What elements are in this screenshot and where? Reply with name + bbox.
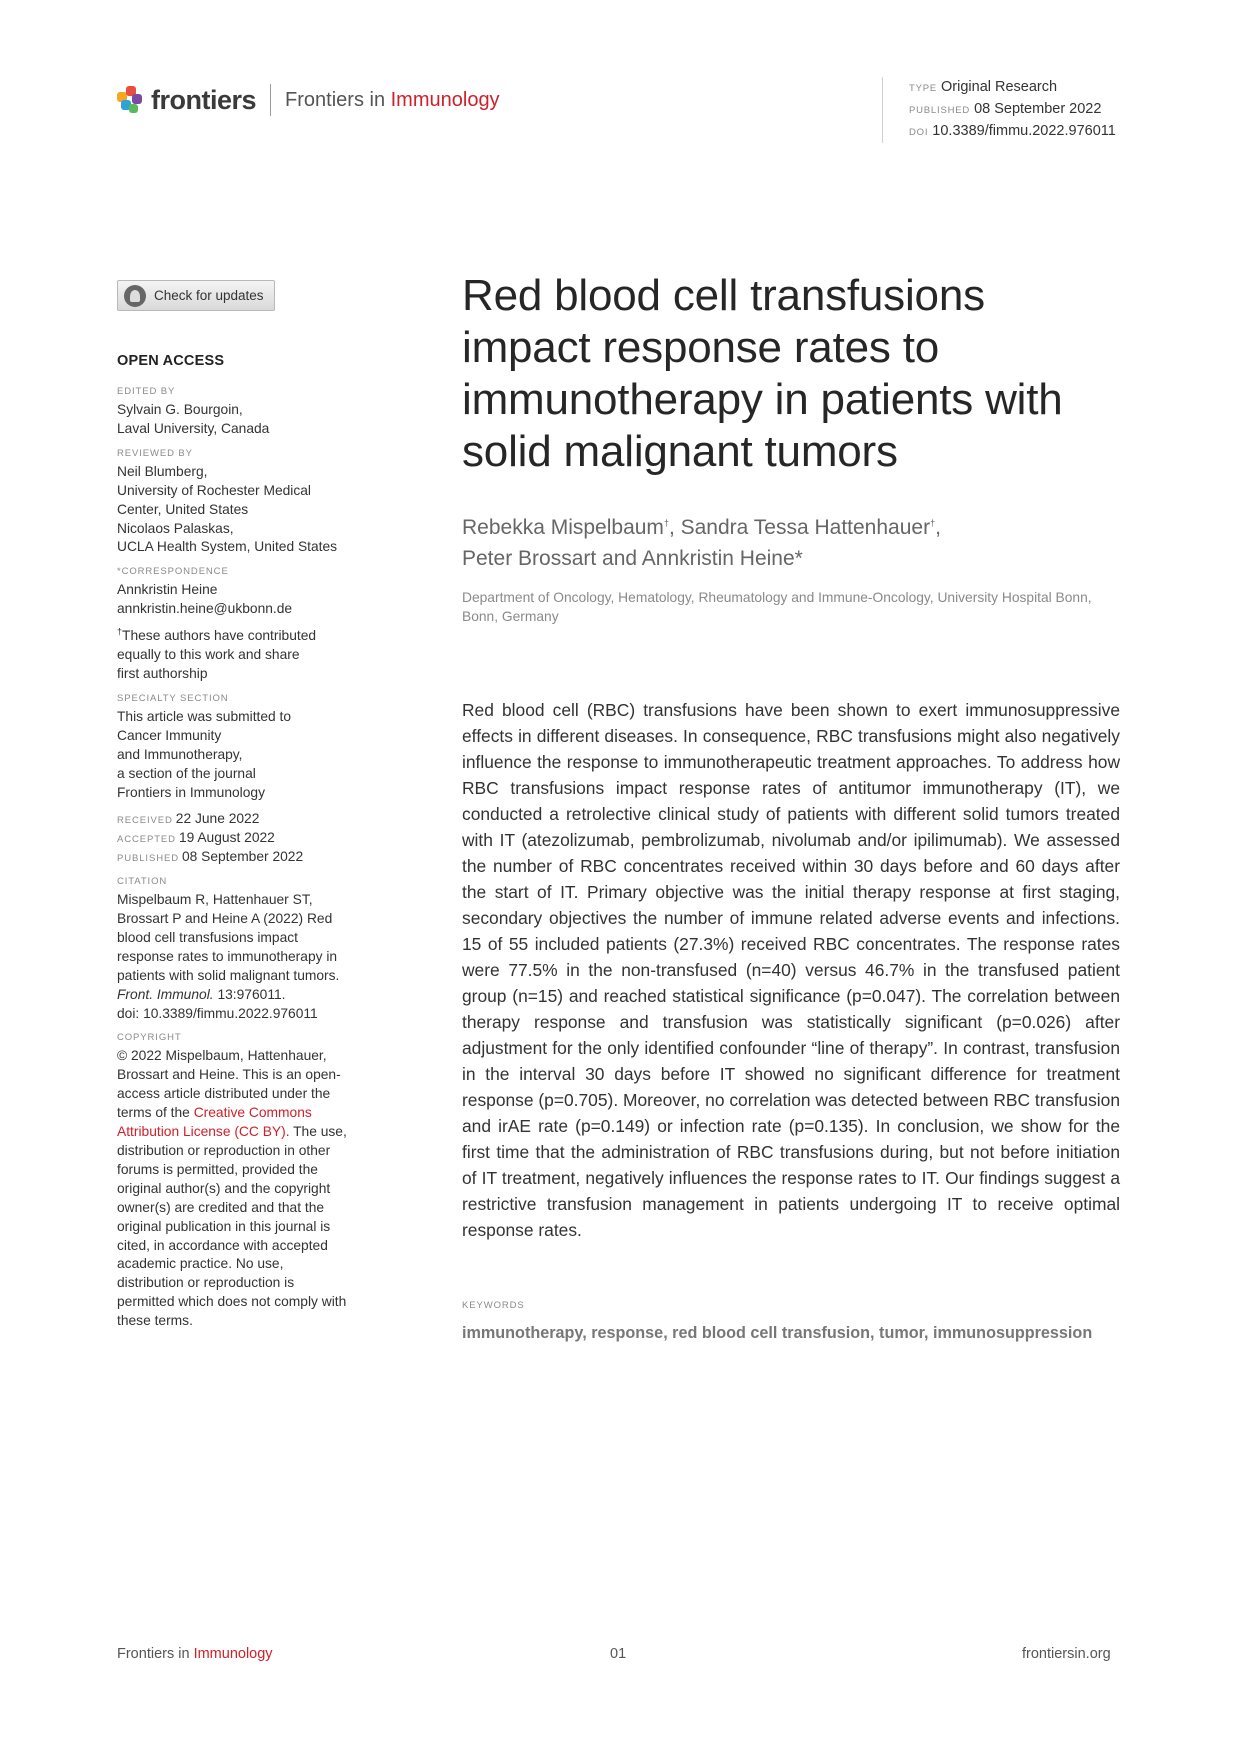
frontiers-logo-icon (117, 86, 143, 114)
brand-name: frontiers (151, 84, 257, 115)
check-for-updates-button[interactable]: Check for updates (117, 280, 275, 311)
citation-section: CITATION Mispelbaum R, Hattenhauer ST, Brossart P and Heine A (2022) Red blood cell transfusions impact response rates to immunotherapy in patients with solid malignant tumors. Front. Immunol. 13:976011. doi: 10.3389/fimmu.2022.976011 (117, 876, 340, 1021)
author-list: Rebekka Mispelbaum†, Sandra Tessa Hattenhauer†, Peter Brossart and Annkristin Heine* (462, 516, 941, 570)
logo-divider (270, 84, 271, 116)
contribution-note: †These authors have contributed equally to this work and share first authorship (117, 626, 317, 681)
author-name[interactable]: Sandra Tessa Hattenhauer (680, 516, 931, 539)
keywords-label: KEYWORDS (462, 1300, 525, 1311)
footer-site-link[interactable]: frontiersin.org (1022, 1646, 1111, 1662)
dates-section (117, 810, 387, 867)
reviewed-by-section: REVIEWED BY Neil Blumberg, University of Rochester Medical Center, United States Nicolaos Palaskas, UCLA Health System, United States (117, 447, 338, 555)
update-bookmark-icon (124, 285, 146, 307)
journal-logo (117, 84, 500, 116)
edited-by-section: EDITED BY Sylvain G. Bourgoin, Laval University, Canada (117, 386, 270, 436)
copyright-section: COPYRIGHT © 2022 Mispelbaum, Hattenhauer, Brossart and Heine. This is an open- access article distributed under the terms of the Creative Commons Attribution License (CC BY). The use, distribution or reproduction in other forums is permitted, provided the original author(s) and the copyright owner(s) are credited and that the original publication in this journal is cited, in accordance with accepted academic practice. No use, distribution or reproduction is permitted which does not comply with these terms. (117, 1032, 347, 1329)
specialty-section: SPECIALTY SECTION This article was submitted to Cancer Immunity and Immunotherapy, a section of the journal Frontiers in Immunology (117, 692, 292, 800)
published-date: PUBLISHED 08 September 2022 (117, 849, 304, 865)
cc-by-license-link[interactable]: Creative Commons Attribution License (CC BY). (117, 1105, 312, 1140)
abstract: Red blood cell (RBC) transfusions have been shown to exert immunosuppressive effects in different diseases. In consequence, RBC transfusions might also negatively influence the response to immunotherapeutic treatment approaches. To address how RBC transfusions impact response rates of antitumor immunotherapy (IT), we conducted a retrolective clinical study of patients with different solid tumors treated with IT (atezolizumab, pembrolizumab, nivolumab and/or ipilimumab). We assessed the number of RBC concentrates received within 30 days before and 60 days after the start of IT. Primary objective was the initial therapy response at first staging, secondary objectives the number of immune related adverse events and infections. 15 of 55 included patients (27.3%) received RBC concentrates. The response rates were 77.5% in the non-transfused (n=40) versus 46.7% in the transfused patient group (n=15) and reached statistical significance (p=0.047). The correlation between therapy response and transfusion was statistically significant (p=0.026) after adjustment for the only identified confounder “line of therapy”. In contrast, transfusion in the interval 30 days before IT showed no significant difference for treatment response (p=0.705). Moreover, no correlation was detected between RBC transfusion and irAE rate (p=0.149) or infection rate (p=0.135). In conclusion, we show for the first time that the administration of RBC transfusions during, but not before initiation of IT treatment, negatively influences the response rates to IT. Our findings suggest a restrictive transfusion management in patients undergoing IT to receive optimal response rates. (462, 700, 1120, 1240)
affiliation: Department of Oncology, Hematology, Rheumatology and Immune-Oncology, University Hospital Bonn, Bonn, Germany (462, 590, 1092, 624)
page-number: 01 (610, 1646, 627, 1662)
journal-title: Frontiers in Immunology (285, 88, 500, 111)
received-date: RECEIVED 22 June 2022 (117, 811, 260, 827)
correspondence-email[interactable]: annkristin.heine@ukbonn.de (117, 601, 293, 617)
open-access-label: OPEN ACCESS (117, 353, 225, 369)
article-published: PUBLISHED 08 September 2022 (909, 101, 1102, 117)
article-doi: DOI 10.3389/fimmu.2022.976011 (909, 123, 1116, 139)
article-meta (882, 77, 1116, 143)
footer-journal: Frontiers in Immunology (117, 1646, 273, 1662)
keywords: immunotherapy, response, red blood cell transfusion, tumor, immunosuppression (462, 1324, 1093, 1342)
article-type: TYPE Original Research (909, 79, 1058, 95)
sidebar-metadata (117, 385, 387, 1339)
author-name[interactable]: Rebekka Mispelbaum (462, 516, 664, 539)
article-title: Red blood cell transfusions impact response rates to immunotherapy in patients with solid malignant tumors (462, 271, 1063, 476)
accepted-date: ACCEPTED 19 August 2022 (117, 830, 275, 846)
correspondence-section: *CORRESPONDENCE Annkristin Heine annkristin.heine@ukbonn.de (117, 565, 387, 619)
author-names[interactable]: Peter Brossart and Annkristin Heine* (462, 547, 803, 570)
